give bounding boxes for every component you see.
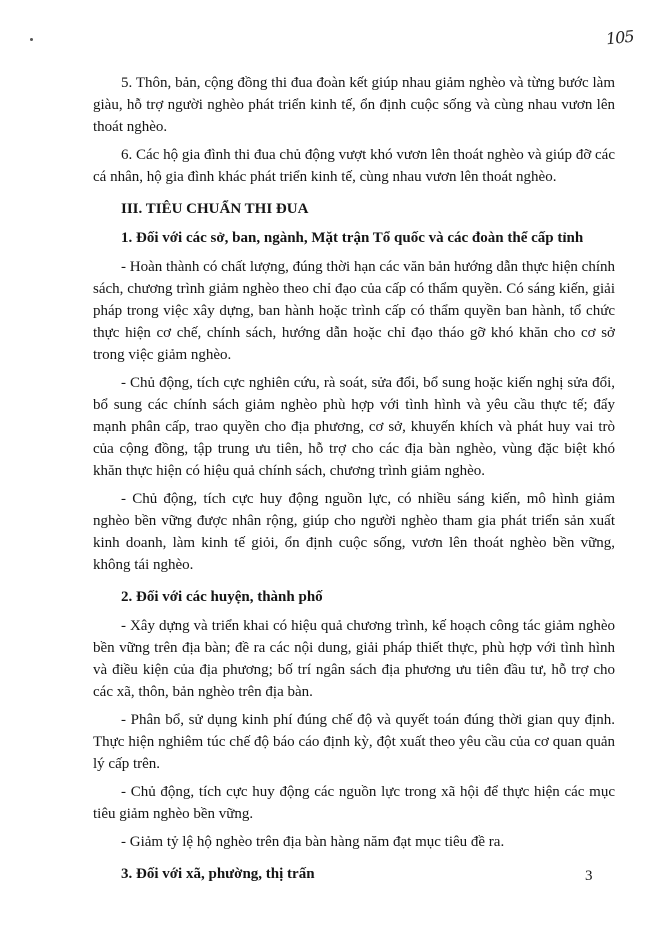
paragraph-item-5: 5. Thôn, bản, cộng đồng thi đua đoàn kết giúp nhau giảm nghèo và từng bước làm giàu, hỗ trợ người nghèo phát triển kinh tế, ổn định cuộc sống và cùng nhau vươn lên thoát nghèo. xyxy=(93,75,615,135)
paragraph-item-6: 6. Các hộ gia đình thi đua chủ động vượt khó vươn lên thoát nghèo và giúp đỡ các cá nhân, hộ gia đình khác phát triển kinh tế, cùng nhau vươn lên thoát nghèo. xyxy=(93,147,615,185)
handwritten-folio-number: 105 xyxy=(605,26,635,49)
criteria-paragraph: - Xây dựng và triển khai có hiệu quả chương trình, kế hoạch công tác giảm nghèo bền vững trên địa bàn; đề ra các nội dung, giải pháp thiết thực, phù hợp với tình hình và điều kiện của địa phương; bố trí ngân sách địa phương ưu tiên đầu tư, hỗ trợ cho các xã, thôn, bản nghèo trên địa bàn. xyxy=(93,618,615,700)
document-body xyxy=(93,72,615,892)
criteria-paragraph: - Chủ động, tích cực nghiên cứu, rà soát, sửa đổi, bổ sung hoặc kiến nghị sửa đổi, bổ sung các chính sách giảm nghèo phù hợp với tình hình và yêu cầu thực tế; đẩy mạnh phân cấp, trao quyền cho địa phương, cơ sở, khuyến khích và phát huy vai trò của cộng đồng, tập trung ưu tiên, hỗ trợ cho các địa bàn nghèo, vùng đặc biệt khó khăn thực hiện có hiệu quả chính sách, chương trình giảm nghèo. xyxy=(93,375,615,479)
criteria-paragraph: - Chủ động, tích cực huy động nguồn lực, có nhiều sáng kiến, mô hình giảm nghèo bền vững được nhân rộng, giúp cho người nghèo tham gia phát triển sản xuất kinh doanh, làm kinh tế giỏi, ổn định cuộc sống, vươn lên thoát nghèo bền vững, không tái nghèo. xyxy=(93,491,615,573)
criteria-paragraph: - Giảm tỷ lệ hộ nghèo trên địa bàn hàng năm đạt mục tiêu đề ra. xyxy=(121,834,505,850)
subsection-heading-2: 2. Đối với các huyện, thành phố xyxy=(121,589,323,605)
criteria-paragraph: - Chủ động, tích cực huy động các nguồn lực trong xã hội để thực hiện các mục tiêu giảm nghèo bền vững. xyxy=(93,784,615,822)
subsection-heading-1: 1. Đối với các sở, ban, ngành, Mặt trận Tổ quốc và các đoàn thể cấp tỉnh xyxy=(121,230,584,246)
criteria-paragraph: - Hoàn thành có chất lượng, đúng thời hạn các văn bản hướng dẫn thực hiện chính sách, chương trình giảm nghèo theo chỉ đạo của cấp có thẩm quyền. Có sáng kiến, giải pháp trong việc xây dựng, ban hành hoặc trình cấp có thẩm quyền ban hành, tổ chức thực hiện cơ chế, chính sách, hướng dẫn hoặc chỉ đạo tháo gỡ khó khăn cho cơ sở trong việc giảm nghèo. xyxy=(93,259,615,363)
page-number: 3 xyxy=(585,868,593,884)
criteria-paragraph: - Phân bổ, sử dụng kinh phí đúng chế độ và quyết toán đúng thời gian quy định. Thực hiện nghiêm túc chế độ báo cáo định kỳ, đột xuất theo yêu cầu của cơ quan quản lý cấp trên. xyxy=(93,712,615,772)
section-heading-iii: III. TIÊU CHUẨN THI ĐUA xyxy=(121,201,309,217)
subsection-heading-3: 3. Đối với xã, phường, thị trấn xyxy=(121,866,315,882)
scan-speck xyxy=(30,38,33,41)
